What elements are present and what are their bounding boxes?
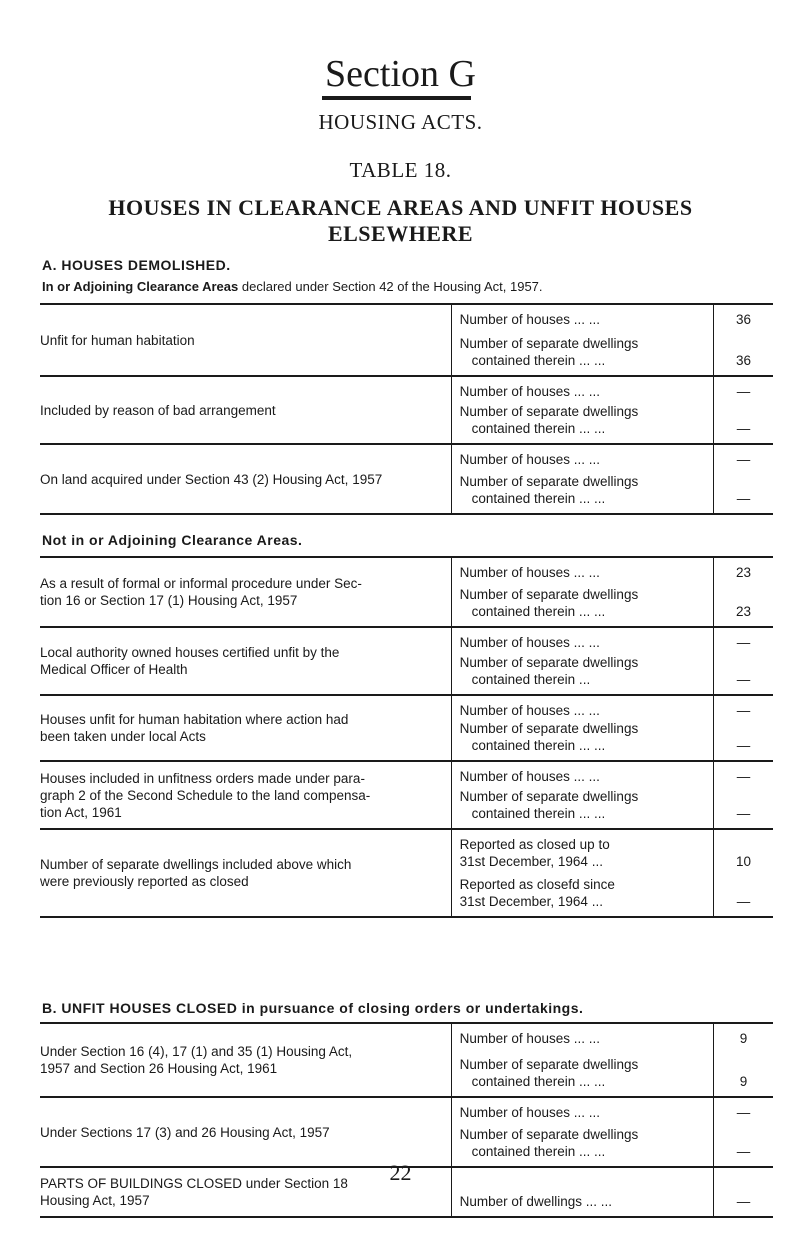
row-label-line: contained therein ... ... <box>471 806 606 821</box>
table-row <box>40 1097 773 1167</box>
row-value: — <box>736 384 751 399</box>
row-labels <box>451 1023 713 1097</box>
row-value: — <box>736 703 751 718</box>
row-labels <box>451 761 713 829</box>
row-label-line: Number of separate dwellings <box>459 587 639 602</box>
row-value: — <box>736 738 751 753</box>
row-label-line: Number of separate dwellings <box>459 721 639 736</box>
row-labels <box>451 376 713 444</box>
row-description <box>40 1023 451 1097</box>
description-line: Under Section 16 (4), 17 (1) and 35 (1) Housing Act, <box>40 1044 353 1059</box>
description-line: tion 16 or Section 17 (1) Housing Act, 1957 <box>40 593 298 608</box>
row-values <box>713 444 773 514</box>
row-value <box>714 1056 773 1073</box>
row-label-line: Number of houses ... ... <box>459 384 600 399</box>
row-label-line: Number of separate dwellings <box>459 1057 639 1072</box>
row-values <box>713 761 773 829</box>
row-label-line: Number of houses ... ... <box>459 1105 600 1120</box>
row-label-line: Number of separate dwellings <box>459 474 639 489</box>
table-number: TABLE 18. <box>349 158 452 182</box>
row-label-line: 31st December, 1964 ... <box>459 894 603 909</box>
row-label-line: contained therein ... <box>471 672 591 687</box>
description-line: were previously reported as closed <box>40 874 249 889</box>
part-a-note <box>42 279 543 294</box>
row-value: — <box>736 1144 751 1159</box>
row-value <box>714 836 773 853</box>
row-value <box>714 335 773 352</box>
row-label-line: Number of separate dwellings <box>459 336 639 351</box>
not-in-clearance-areas-table <box>40 556 773 918</box>
description-line: graph 2 of the Second Schedule to the land compensa- <box>40 787 371 803</box>
row-value <box>714 403 773 420</box>
table-row <box>40 627 773 695</box>
description-line: 1957 and Section 26 Housing Act, 1961 <box>40 1061 278 1076</box>
row-labels <box>451 1097 713 1167</box>
row-label-line: Number of dwellings ... ... <box>459 1194 612 1209</box>
row-label-line: 31st December, 1964 ... <box>459 854 603 869</box>
row-values <box>713 304 773 376</box>
row-label-line: Number of houses ... ... <box>459 565 600 580</box>
part-b-heading-bold: B. UNFIT HOUSES CLOSED <box>42 1000 238 1016</box>
table-row <box>40 304 773 376</box>
row-label-line: Reported as closefd since <box>459 877 615 892</box>
row-description <box>40 1097 451 1167</box>
row-label-line: contained therein ... ... <box>471 1074 606 1089</box>
row-value <box>714 788 773 805</box>
description-line: Number of separate dwellings included above which <box>40 857 352 872</box>
row-value: — <box>736 806 751 821</box>
description-line: been taken under local Acts <box>40 729 206 744</box>
description-line: As a result of formal or informal procedure under Sec- <box>40 576 362 591</box>
row-value: 36 <box>735 312 751 327</box>
row-value: — <box>736 491 751 506</box>
description-line: On land acquired under Section 43 (2) Housing Act, 1957 <box>40 471 383 487</box>
row-description <box>40 627 451 695</box>
row-value: — <box>736 1105 751 1120</box>
row-labels <box>451 557 713 627</box>
row-values <box>713 695 773 761</box>
main-title-line-1: HOUSES IN CLEARANCE AREAS AND UNFIT HOUSES <box>108 195 693 220</box>
table-row <box>40 829 773 917</box>
row-value: 36 <box>735 353 751 368</box>
row-description <box>40 695 451 761</box>
row-value: — <box>736 769 751 784</box>
description-line: Included by reason of bad arrangement <box>40 402 276 418</box>
table-row <box>40 1023 773 1097</box>
part-b-heading-rest: in pursuance of closing orders or undertakings. <box>237 1000 584 1016</box>
row-labels <box>451 695 713 761</box>
row-values <box>713 557 773 627</box>
part-a2-heading: Not in or Adjoining Clearance Areas. <box>42 532 303 548</box>
row-label-line: Number of houses ... ... <box>459 452 600 467</box>
row-values <box>713 829 773 917</box>
part-a-note-rest: declared under Section 42 of the Housing Act, 1957. <box>238 279 543 294</box>
row-label-line: Number of separate dwellings <box>459 655 639 670</box>
table-row <box>40 761 773 829</box>
description-line: Medical Officer of Health <box>40 662 188 677</box>
row-value: — <box>736 672 751 687</box>
description-line: Houses included in unfitness orders made under para- <box>40 770 365 786</box>
row-value: — <box>736 421 751 436</box>
part-a-heading: A. HOUSES DEMOLISHED. <box>42 257 231 273</box>
section-title: Section G <box>325 53 476 95</box>
table-row <box>40 444 773 514</box>
row-description <box>40 304 451 376</box>
table-row <box>40 376 773 444</box>
unfit-houses-closed-table <box>40 1022 773 1218</box>
row-labels <box>451 444 713 514</box>
row-value: — <box>736 452 751 467</box>
page-number: 22 <box>389 1160 412 1185</box>
row-value <box>714 876 773 893</box>
clearance-areas-table <box>40 303 773 515</box>
description-line: tion Act, 1961 <box>40 804 122 820</box>
housing-acts-heading: HOUSING ACTS. <box>318 110 483 134</box>
row-labels <box>451 304 713 376</box>
row-label-line: Number of houses ... ... <box>459 1031 600 1046</box>
row-value: 10 <box>735 854 751 869</box>
row-label-line: Number of houses ... ... <box>459 769 600 784</box>
row-value <box>714 654 773 671</box>
part-a-note-bold: In or Adjoining Clearance Areas <box>42 279 239 294</box>
row-label-line: contained therein ... ... <box>471 738 606 753</box>
description-line: Local authority owned houses certified unfit by the <box>40 645 340 660</box>
row-description <box>40 444 451 514</box>
row-value <box>714 720 773 737</box>
row-values <box>713 376 773 444</box>
row-labels <box>451 829 713 917</box>
row-label-line: Reported as closed up to <box>459 837 610 852</box>
row-label-line: contained therein ... ... <box>471 1144 606 1159</box>
row-description <box>40 829 451 917</box>
row-label-line: contained therein ... ... <box>471 491 606 506</box>
row-value: 9 <box>739 1074 748 1089</box>
row-value <box>714 473 773 490</box>
row-value: 23 <box>735 604 751 619</box>
description-line: Housing Act, 1957 <box>40 1193 150 1208</box>
row-values <box>713 1023 773 1097</box>
row-description <box>40 761 451 829</box>
row-label-line: contained therein ... ... <box>471 421 606 436</box>
row-value: — <box>736 1194 751 1209</box>
row-label-line: Number of houses ... ... <box>459 703 600 718</box>
row-label-line: Number of separate dwellings <box>459 789 639 804</box>
row-label-line: Number of separate dwellings <box>459 404 639 419</box>
row-value <box>714 1126 773 1143</box>
part-b-heading <box>42 1000 583 1016</box>
description-line: Houses unfit for human habitation where action had <box>40 712 349 727</box>
row-label-line: contained therein ... ... <box>471 604 606 619</box>
row-value <box>714 586 773 603</box>
main-title <box>20 195 781 247</box>
table-row <box>40 557 773 627</box>
row-description <box>40 376 451 444</box>
description-line: PARTS OF BUILDINGS CLOSED under Section 18 <box>40 1176 348 1191</box>
row-value: — <box>736 635 751 650</box>
row-label-line: Number of houses ... ... <box>459 635 600 650</box>
row-values <box>713 1097 773 1167</box>
table-row <box>40 695 773 761</box>
row-value: — <box>736 894 751 909</box>
row-value: 23 <box>735 565 751 580</box>
main-title-line-2: ELSEWHERE <box>327 221 474 246</box>
row-values <box>713 627 773 695</box>
description-line: Unfit for human habitation <box>40 332 195 348</box>
row-label-line: contained therein ... ... <box>471 353 606 368</box>
row-description <box>40 557 451 627</box>
section-title-underline <box>322 96 471 100</box>
row-label-line: Number of separate dwellings <box>459 1127 639 1142</box>
row-value: 9 <box>739 1031 748 1046</box>
row-labels <box>451 627 713 695</box>
description-line: Under Sections 17 (3) and 26 Housing Act, 1957 <box>40 1124 330 1140</box>
row-label-line: Number of houses ... ... <box>459 312 600 327</box>
